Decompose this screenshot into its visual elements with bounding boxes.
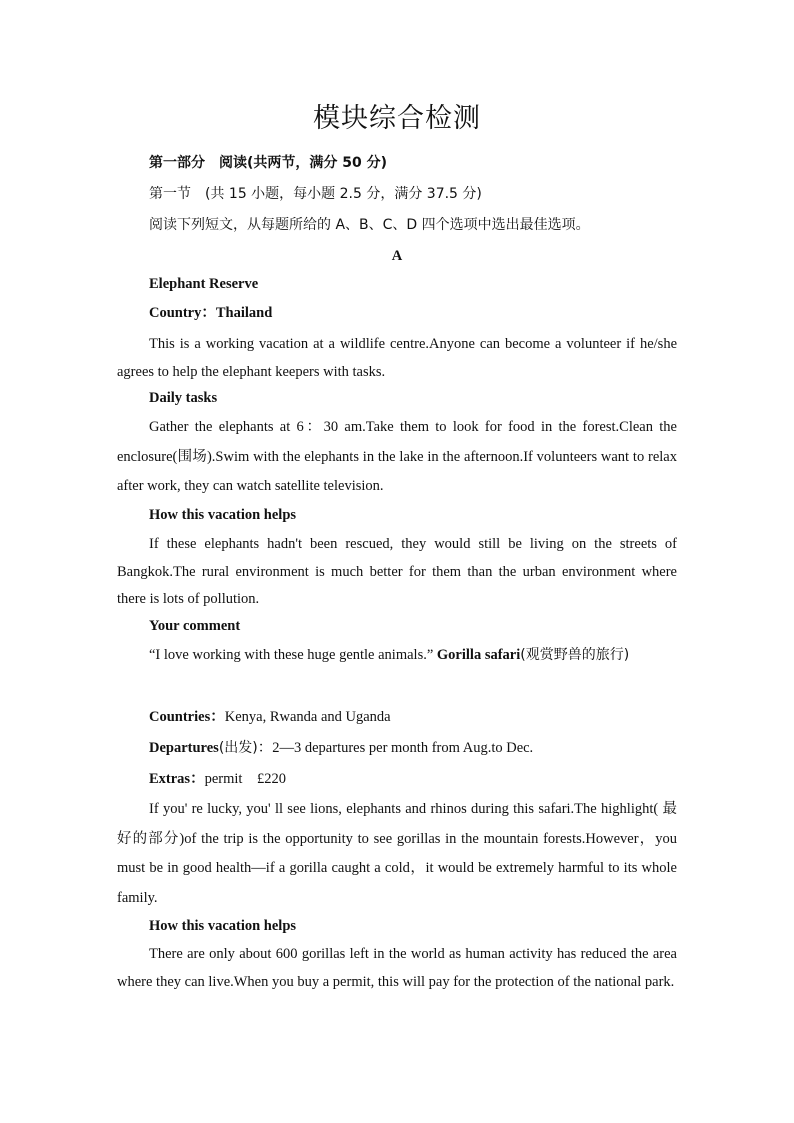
countries-label: Countries：: [149, 709, 225, 725]
passage-label: A: [391, 248, 403, 264]
section-heading: 第一节 (共 15 小题，每小题 2.5 分，满分 37.5 分): [149, 186, 482, 202]
gorilla-heading-note: (观赏野兽的旅行): [520, 647, 630, 663]
countries-value: Kenya, Rwanda and Uganda: [224, 709, 391, 725]
gorilla-heading: Gorilla safari: [436, 647, 521, 663]
gorilla-departures: [149, 738, 533, 758]
extras-value: permit £220: [204, 771, 286, 787]
elephant-helps-text: If these elephants hadn't been rescued, they would still be living on the streets of Bangkok.The rural environment is much better for them than the urban environment where there is lots of pollution.: [117, 536, 677, 607]
daily-tasks-heading: Daily tasks: [149, 390, 218, 406]
departures-note: (出发): [218, 740, 258, 756]
instructions: 阅读下列短文，从每题所给的 A、B、C、D 四个选项中选出最佳选项。: [149, 217, 590, 233]
elephant-country: [149, 303, 272, 323]
gorilla-helps-heading: How this vacation helps: [149, 918, 297, 934]
departures-value: ：2—3 departures per month from Aug.to Dec.: [257, 740, 534, 756]
comment-paragraph: [117, 641, 677, 671]
comment-quote: “I love working with these huge gentle animals.”: [149, 647, 434, 663]
part-heading: [149, 153, 387, 173]
country-value: Thailand: [215, 305, 273, 321]
departures-label: Departures: [149, 740, 219, 756]
elephant-helps-heading: How this vacation helps: [149, 507, 297, 523]
elephant-intro: This is a working vacation at a wildlife centre.Anyone can become a volunteer if he/she agrees to help the elephant keepers with tasks.: [117, 336, 677, 380]
part-heading-text: 第一部分 阅读(共两节，满分 50 分): [149, 155, 388, 171]
gorilla-extras: [149, 769, 286, 789]
gorilla-countries: [149, 707, 391, 727]
daily-tasks-text: Gather the elephants at 6：30 am.Take them to look for food in the forest.Clean the enclosure(围场).Swim with the elephants in the lake in the afternoon.If volunteers want to relax after work, they can watch satellite television.: [117, 419, 677, 494]
country-label: Country：: [149, 305, 216, 321]
comment-heading: Your comment: [149, 618, 241, 634]
gorilla-intro: If you' re lucky, you' ll see lions, elephants and rhinos during this safari.The highlight( 最好的部分)of the trip is the opportunity to see gorillas in the mountain forests.However，you must be in good health—if a gorilla caught a cold，it would be extremely harmful to its whole family.: [117, 801, 677, 906]
extras-label: Extras：: [149, 771, 205, 787]
elephant-heading: Elephant Reserve: [149, 276, 259, 292]
gorilla-helps-text: There are only about 600 gorillas left in the world as human activity has reduced the area where they can live.When you buy a permit, this will pay for the protection of the national park.: [117, 946, 677, 990]
page-title: 模块综合检测: [313, 103, 481, 134]
